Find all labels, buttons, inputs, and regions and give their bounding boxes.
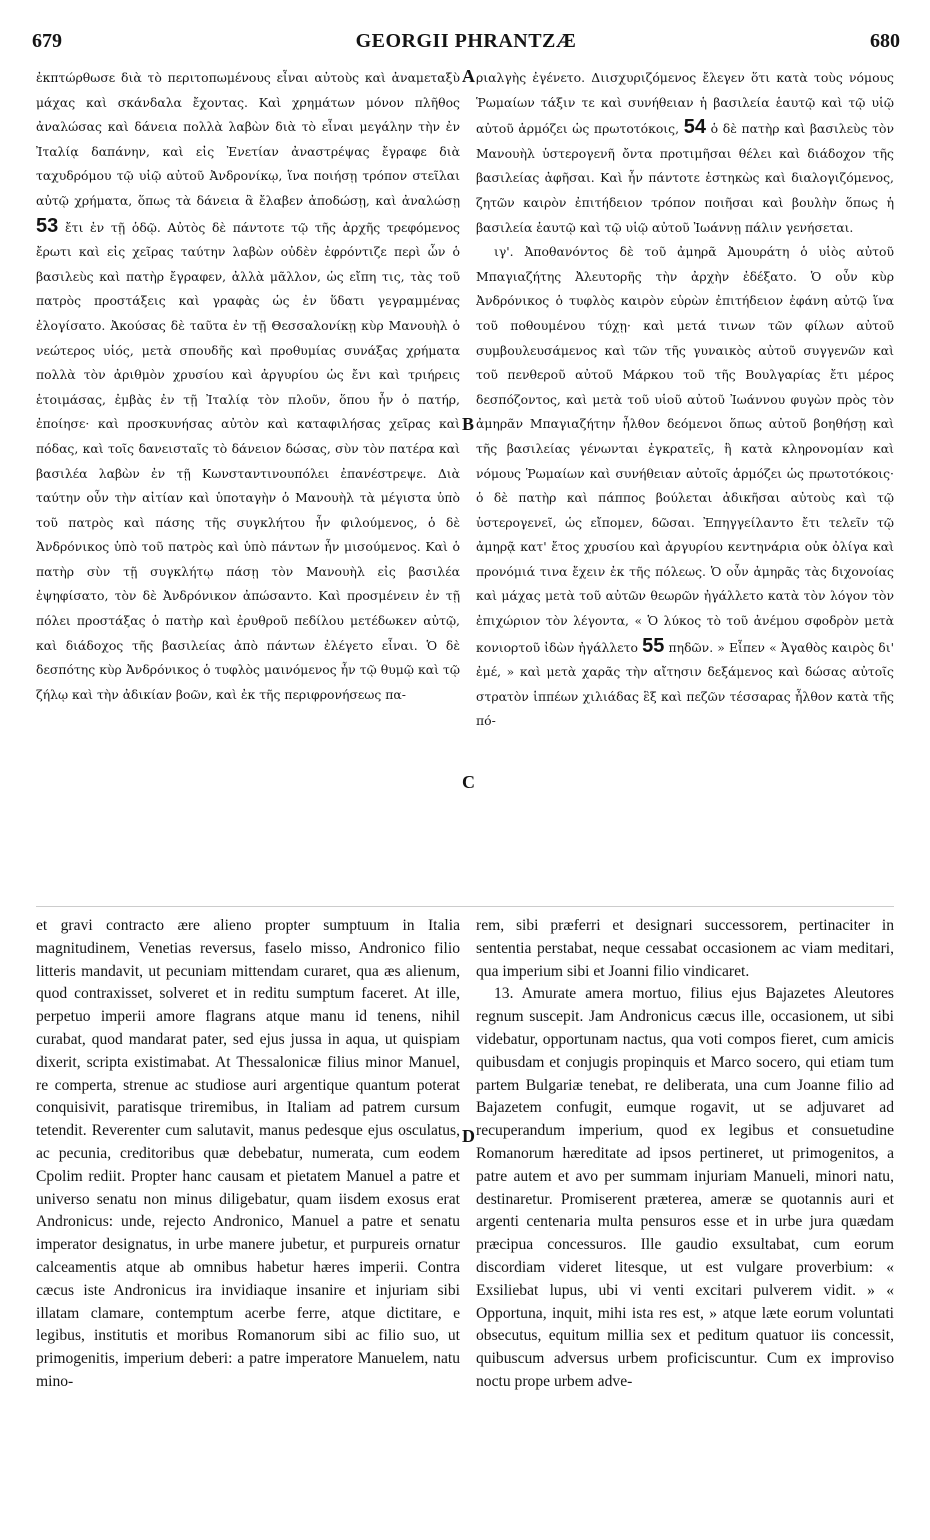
- margin-letter-d: D: [462, 1126, 475, 1146]
- section-number-54: 54: [683, 116, 706, 139]
- greek-right-part-1: ριαλγὴς ἐγένετο. Διισχυριζόμενος ἔλεγεν ὅτι κατὰ τοὺς νόμους Ῥωμαίων τάξιν τε καὶ συνήθειαν ἡ βασιλεία ἑαυτῷ καὶ τῷ υἱῷ αὐτοῦ ἁρμόζει ὡς πρωτοτόκοις,: [476, 70, 894, 137]
- page-header: [32, 30, 900, 56]
- section-number-55: 55: [642, 634, 665, 657]
- greek-text-left-column: [36, 66, 460, 906]
- margin-letter-b: B: [462, 414, 475, 434]
- latin-left-paragraph: et gravi contracto ære alieno propter sumptuum in Italia magnitudinem, Venetias reversus, faselo misso, Andronico filio litteris mandavit, ut pecuniam mittendam curaret, qua æs alienum, quod contraxisset, solveret et in reditu sumptum faceret. At ille, perpetuo imperii amore flagrans atque manu id tenens, nihil curabat, quod mandarat pater, sed ejus jussa in aqua, ut quispiam dixerit, scripta existimabat. At Thessalonicæ filius minor Manuel, re comperta, strenue ac studiose auri argentique quantum poterat conquisivit, paratisque triremibus, in Italiam ad patrem cursum tetendit. Reverenter cum salutavit, manus pedesque ejus osculatus, ac pecunia, creditoribus quæ debebatur, numerata, cum eodem Cpolim rediit. Propter hanc causam et pietatem Manuel a patre et universo senatu non minus diligebatur, quam iisdem exosus erat Andronicus: unde, rejecto Andronico, Manuel a patre et senatu imperator designatus, in urbe manere jubetur, et purpureis ornatur calceamentis atque ab omnibus habetur hæres imperii. Contra cæcus iste Andronicus ira invidiaque insanire et injuriam sibi illatam clamare, contemptum acerbe ferre, atque dictitare, e legibus, institutis et moribus Romanorum sibi ac filio suo, ut primogenitis, imperium deberi: a patre imperatore Manuelem, natu mino-: [36, 917, 460, 1390]
- latin-right-paragraph-1: rem, sibi præferri et designari successorem, pertinaciter in sententia perstabat, neque cessabat occasionem ac viam meditari, qua imperium sibi et Joanni filio vindicaret.: [476, 917, 894, 980]
- margin-letter-c: C: [462, 772, 475, 792]
- greek-right-part-3: ιγ'. Ἀποθανόντος δὲ τοῦ ἀμηρᾶ Ἀμουράτη ὁ υἱὸς αὐτοῦ Μπαγιαζήτης Ἀλευτορῆς τὴν ἀρχὴν ἐδέξατο. Ὁ οὖν κὺρ Ἀνδρόνικος ὁ τυφλὸς καιρὸν εὑρὼν ἐπιτήδειον ἐφάνη αὐτῷ ἵνα τοῦ ποθουμένου τύχῃ· καὶ μετά τινων τῶν φίλων αὐτοῦ συμβουλευσάμενος καὶ τῶν τῆς γυναικὸς αὐτοῦ συγγενῶν καὶ τοῦ πενθεροῦ αὐτοῦ Μάρκου τοῦ τῆς Βουλγαρίας ἔτι μέρος δεσπόζοντος, καὶ μετὰ τοῦ υἱοῦ αὐτοῦ Ἰωάννου φυγὼν πρὸς τὸν ἀμηρᾶν Μπαγιαζήτην ἦλθον δεόμενοι ὅπως αὐτοῦ βοηθήσῃ καὶ τῆς βασιλείας γένωνται ἐγκρατεῖς, ἣ κατὰ κληρονομίαν καὶ νόμους Ῥωμαίων καὶ συνήθειαν αὐτοῖς ἁρμόζει ὡς πρωτοτόκοις· ὁ δὲ πατὴρ καὶ πάππος βούλεται ἀδικῆσαι αὐτοὺς καὶ τῷ ὑστερογενεῖ, ὡς εἴπομεν, δῶσαι. Ἐπηγγείλαντο ἔτι τελεῖν τῷ ἀμηρᾷ κατ' ἔτος χρυσίου καὶ ἀργυρίου κεντηνάρια οὐκ ὀλίγα καὶ προνόμιά τινα ἔχειν ἐκ τῆς πόλεως. Ὁ οὖν ἀμηρᾶς τὰς διχονοίας καὶ μάχας μετὰ τοῦ αὐτῶν θεωρῶν ἠγάλλετο κατὰ τὸν λόγον τὸν ἐπιχώριον τὸν λέγοντα, « Ὁ λύκος τὸ τοῦ ἀνέμου σφοδρὸν μετὰ κονιορτοῦ ἰδὼν ἠγάλλετο: [476, 244, 894, 655]
- running-title: GEORGII PHRANTZÆ: [355, 30, 577, 52]
- greek-right-part-4: πηδῶν. » Εἶπεν « Ἀγαθὸς καιρὸς δι' ἐμέ, » καὶ μετὰ χαρᾶς τὴν αἴτησιν δεξάμενος καὶ δώσας αὐτοῖς στρατὸν ἱππέων χιλιάδας ἓξ καὶ πεζῶν τέσσαρας ἦλθον κατὰ τῆς πό-: [476, 639, 894, 729]
- latin-right-paragraph-2: 13. Amurate amera mortuo, filius ejus Bajazetes Aleutores regnum suscepit. Jam Andronicus cæcus ille, occasionem, ut sibi videbatur, opportunam nactus, qua voti compos fieret, cum amicis quibusdam et conjugis propinquis et Marco socero, qui etiam tum partem Bulgariæ tenebat, re deliberata, una cum Joanne filio ad Bajazetem confugit, eumque rogavit, ut se adjuvaret ad recuperandum imperium, quod ex legibus et consuetudine Romanorum hæreditate ad ipsos pertineret, ut primogenitos, a patre autem et avo per summam injuriam Manueli, minori natu, destinaretur. Promiserent præterea, ameræ se quotannis auri et argenti centenaria multa pensuros esse et in urbe jura quædam præcipua concessuros. Ille gaudio exsultabat, cum eorum discordiam videret litesque, ut est vulgare proverbium: « Exsiliebat lupus, ubi vi venti excitari pulverem vidit. » « Opportuna, inquit, mihi ista res est, » atque læte eorum voluntati obsecutus, equitum millia sex et peditum quatuor iis concessit, quibuscum adversus urbem proficiscuntur. Cum ex improviso noctu prope urbem adve-: [476, 985, 894, 1390]
- page-number-left: 679: [32, 30, 62, 52]
- column-separator-rule: [36, 906, 894, 907]
- section-number-53: 53: [36, 214, 59, 237]
- greek-left-part-2: ἔτι ἐν τῇ ὁδῷ. Αὐτὸς δὲ πάντοτε τῷ τῆς ἀρχῆς τρεφόμενος ἔρωτι καὶ εἰς χεῖρας ταύτην λαβὼν οὐδὲν ἐφρόντιζε περὶ ὧν ὁ βασιλεὺς καὶ πατὴρ ἔγραφεν, ἀλλὰ μᾶλλον, ὡς εἴπη τις, τὰς τοῦ πατρὸς προστάξεις καὶ γραφὰς ὡς ἐν ὕδατι γεγραμμένας ἐλογίσατο. Ἀκούσας δὲ ταῦτα ἐν τῇ Θεσσαλονίκῃ κὺρ Μανουὴλ ὁ νεώτερος υἱός, μετὰ σπουδῆς καὶ προθυμίας συνάξας χρήματα πολλὰ τὸν ἀριθμὸν χρυσίου καὶ ἀργυρίου ὡς ἔνι καὶ τριήρεις ἑτοιμάσας, ἐμβὰς ἐν τῇ Ἰταλίᾳ τὸν πλοῦν, ὅπου ἦν ὁ πατήρ, ἐποίησε· καὶ προσκυνήσας αὐτὸν καὶ καταφιλήσας χεῖρας καὶ πόδας, καὶ τοῖς δανεισταῖς τὸ δάνειον δώσας, σὺν τὸν πατέρα καὶ βασιλέα λαβὼν ἐν τῇ Κωνσταντινουπόλει ἐπανέστρεψε. Διὰ ταύτην οὖν τὴν αἰτίαν καὶ ὑποταγὴν ὁ Μανουὴλ τὰ μέγιστα ὑπὸ τοῦ πατρὸς καὶ πάσης τῆς συγκλήτου ἦν φιλούμενος, ὁ δὲ Ἀνδρόνικος ὑπὸ τοῦ πατρὸς καὶ ὑπὸ πάντων ἦν μισούμενος. Καὶ ὁ πατὴρ σὺν τῇ συγκλήτῳ πάσῃ τὸν Μανουὴλ εἰς βασιλέα ἐψηφίσατο, τὸν δὲ Ἀνδρόνικον ἀπώσαντο. Καὶ προσμένειν ἐν τῇ πόλει προστάξας ὁ πατὴρ καὶ ἐρυθροῦ πεδίλου μετέδωκεν αὐτῷ, καὶ διάδοχος τῆς βασιλείας ἀπὸ πάντων ἐλέγετο εἶναι. Ὁ δὲ δεσπότης κὺρ Ἀνδρόνικος ὁ τυφλὸς μαινόμενος ἦν τῷ θυμῷ καὶ τῷ ζήλῳ καὶ τὴν ἀδικίαν βοῶν, καὶ ἐκ τῆς περιφρονήσεως πα-: [36, 219, 460, 702]
- greek-right-part-2: ὁ δὲ πατὴρ καὶ βασιλεὺς τὸν Μανουὴλ ὑστερογενῆ ὄντα προτιμῆσαι θέλει καὶ διάδοχον τῆς βασιλείας ἀφῆσαι. Καὶ ἦν πάντοτε ἑστηκὼς καὶ διαλογιζόμενος, ζητῶν καιρὸν ἐπιτήδειον τρόπον ποιῆσαι καὶ βουλὴν ὅπως ἡ βασιλεία ἑαυτῷ καὶ τῷ υἱῷ αὐτοῦ Ἰωάννῃ πάλιν γενήσεται.: [476, 121, 894, 235]
- margin-letter-a: A: [462, 66, 475, 86]
- latin-text-right-column: [476, 915, 894, 1520]
- greek-left-part-1: ἐκπτώρθωσε διὰ τὸ περιτοπωμένους εἶναι αὐτοὺς καὶ ἀναμεταξὺ μάχας καὶ σκάνδαλα ἔχοντας. Καὶ χρημάτων μόνον πλῆθος ἀναλώσας καὶ δάνεια πολλὰ λαβὼν διὰ τὸ εἶναι μεγάλην τὴν ἐν Ἰταλίᾳ δαπάνην, καὶ εἰς Ἐνετίαν ἀναστρέψας ἔγραφε διὰ ταχυδρόμου τῷ υἱῷ αὐτοῦ Ἀνδρονίκῳ, ἵνα ποιήσῃ τρόπον στεῖλαι αὐτῷ χρήματα, ὅπως τὰ δάνεια ἃ ἔλαβεν ἀποδώσῃ, καὶ ἀναλώσῃ: [36, 70, 460, 208]
- greek-text-right-column: [476, 66, 894, 906]
- page-number-right: 680: [870, 30, 900, 52]
- latin-text-left-column: [36, 915, 460, 1520]
